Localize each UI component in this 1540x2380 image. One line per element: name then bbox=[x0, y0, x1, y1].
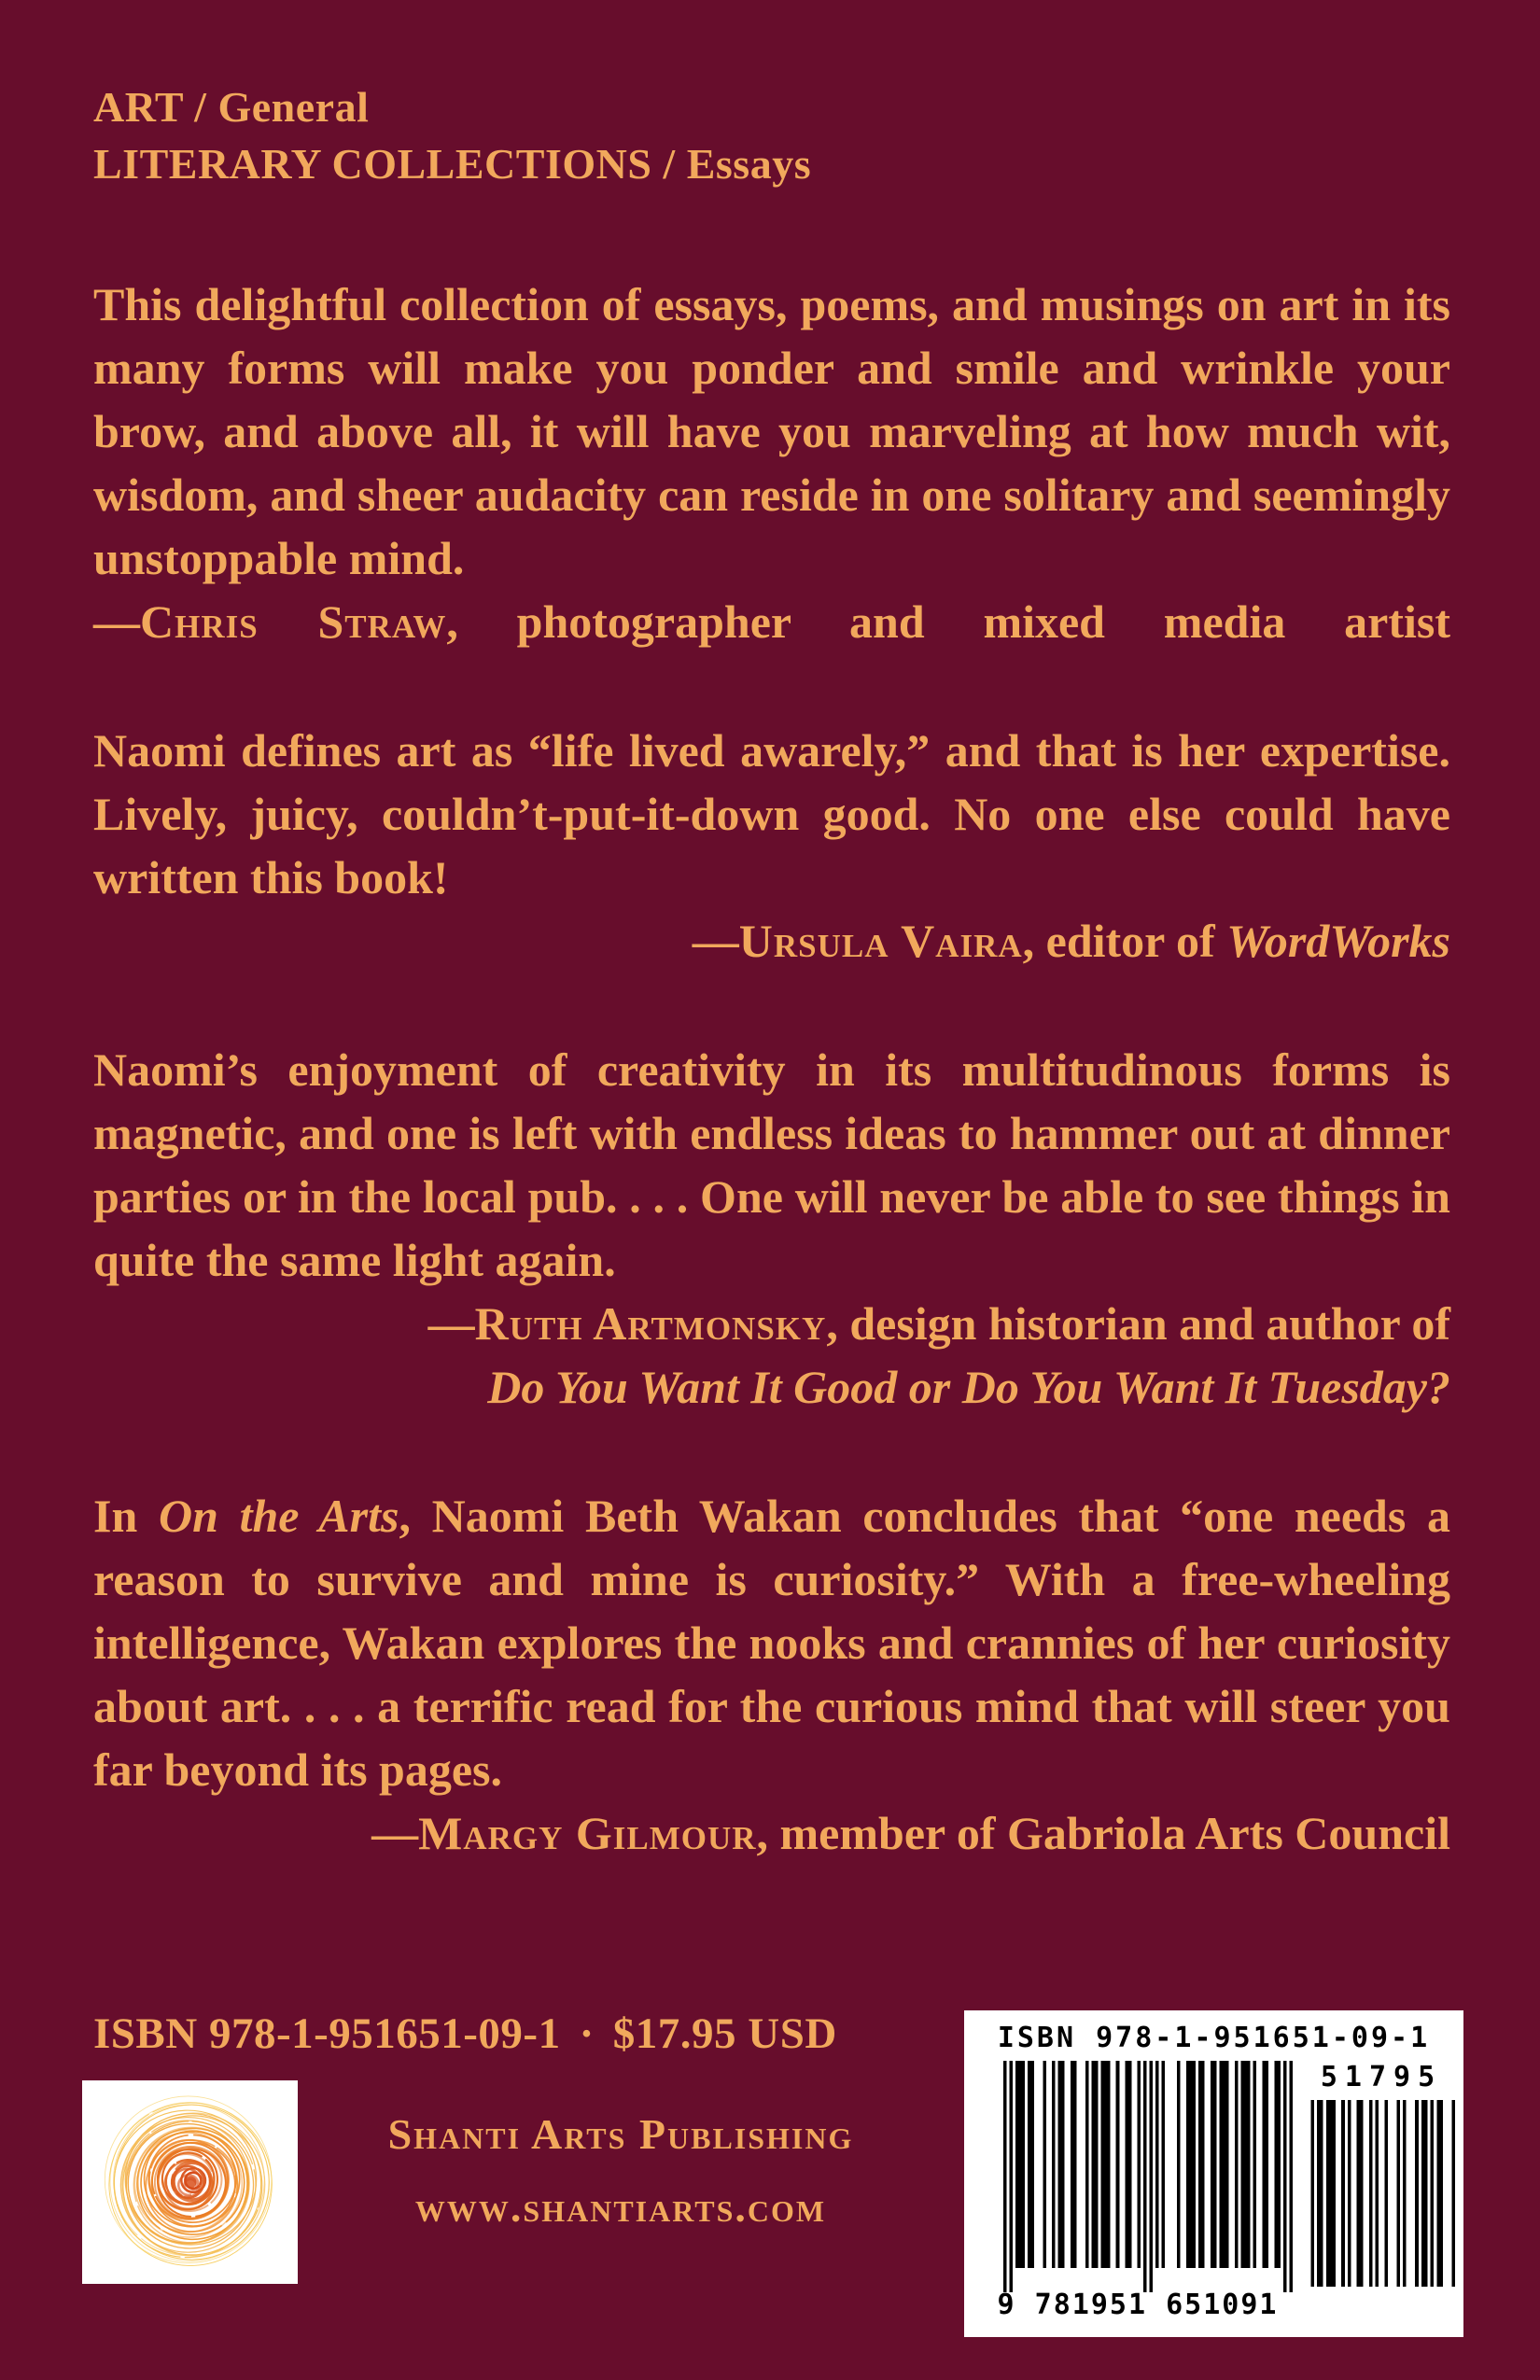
publisher-url: www.shantiarts.com bbox=[414, 2183, 827, 2231]
category-line-literary-collections: LITERARY COLLECTIONS / Essays bbox=[93, 140, 812, 188]
attribution-role: , editor of bbox=[1022, 915, 1227, 967]
barcode-ean-number: 9 781951 651091 bbox=[997, 2289, 1279, 2321]
quote-4-attribution bbox=[93, 1801, 1450, 1865]
attribution-name: Chris Straw bbox=[140, 595, 447, 648]
review-quote-2 bbox=[93, 719, 1450, 973]
attribution-role: , design historian and author of bbox=[826, 1297, 1450, 1350]
separator-dot: · bbox=[579, 2009, 595, 2058]
category-headings bbox=[93, 78, 1450, 192]
attribution-dash: — bbox=[93, 595, 140, 648]
publisher-sun-logo-icon bbox=[97, 2091, 284, 2274]
quote-2-text: Naomi defines art as “life lived awarely,” and that is her expertise. Lively, juicy, couldn’t-put-it-down good. No one else could have written this book! bbox=[93, 724, 1450, 903]
attribution-dash: — bbox=[692, 915, 739, 967]
publisher-logo-box bbox=[82, 2080, 298, 2284]
quote-4-text-pre: In bbox=[93, 1490, 159, 1542]
barcode-isbn-text: ISBN 978-1-951651-09-1 bbox=[997, 2022, 1431, 2054]
isbn-number: ISBN 978-1-951651-09-1 bbox=[93, 2009, 561, 2058]
attribution-name: Margy Gilmour bbox=[418, 1807, 757, 1859]
quote-4-text bbox=[93, 1484, 1450, 1801]
barcode-addon-number: 51795 bbox=[1320, 2061, 1443, 2093]
attribution-dash: — bbox=[427, 1297, 475, 1350]
review-quote-1 bbox=[93, 273, 1450, 653]
isbn-price-line bbox=[93, 2009, 837, 2059]
publisher-name: Shanti Arts Publishing bbox=[387, 2110, 854, 2158]
quote-3-attribution-book-title: Do You Want It Good or Do You Want It Tuesday? bbox=[487, 1361, 1450, 1413]
attribution-publication-title: WordWorks bbox=[1226, 915, 1450, 967]
quote-3-attribution bbox=[93, 1292, 1450, 1355]
quote-3-text: Naomi’s enjoyment of creativity in its multitudinous forms is magnetic, and one is left with endless ideas to hammer out at dinner parties or in the local pub. . . . One will never be able to see things in quite the same light again. bbox=[93, 1043, 1450, 1286]
publisher-info bbox=[299, 2098, 943, 2244]
barcode-main-bars bbox=[1003, 2061, 1293, 2292]
attribution-dash: — bbox=[371, 1807, 419, 1859]
review-quote-3 bbox=[93, 1038, 1450, 1419]
back-cover-content bbox=[93, 0, 1450, 1865]
attribution-role: , member of Gabriola Arts Council bbox=[756, 1807, 1450, 1859]
quote-2-attribution bbox=[93, 909, 1450, 973]
quote-1-attribution bbox=[93, 590, 1450, 653]
price: $17.95 USD bbox=[612, 2009, 837, 2058]
category-line-art-general: ART / General bbox=[93, 83, 370, 131]
quote-1-text: This delightful collection of essays, poems, and musings on art in its many forms will make you ponder and smile and wrinkle your brow, and above all, it will have you marveling at how much wit, wisdom, and sheer audacity can reside in one solitary and seemingly unstoppable mind. bbox=[93, 278, 1450, 584]
review-quote-4 bbox=[93, 1484, 1450, 1865]
quote-4-text-post: , Naomi Beth Wakan concludes that “one needs a reason to survive and mine is curiosity.” With a free-wheeling intelligence, Wakan explores the nooks and crannies of her curiosity about art. . . . a terrific read for the curious mind that will steer you far beyond its pages. bbox=[93, 1490, 1451, 1796]
attribution-role: , photographer and mixed media artist bbox=[446, 595, 1450, 648]
barcode-addon-bars bbox=[1308, 2100, 1455, 2287]
book-title-on-the-arts: On the Arts bbox=[158, 1490, 399, 1542]
attribution-name: Ruth Artmonsky bbox=[474, 1297, 827, 1350]
isbn-barcode bbox=[964, 2010, 1463, 2337]
attribution-name: Ursula Vaira bbox=[738, 915, 1023, 967]
